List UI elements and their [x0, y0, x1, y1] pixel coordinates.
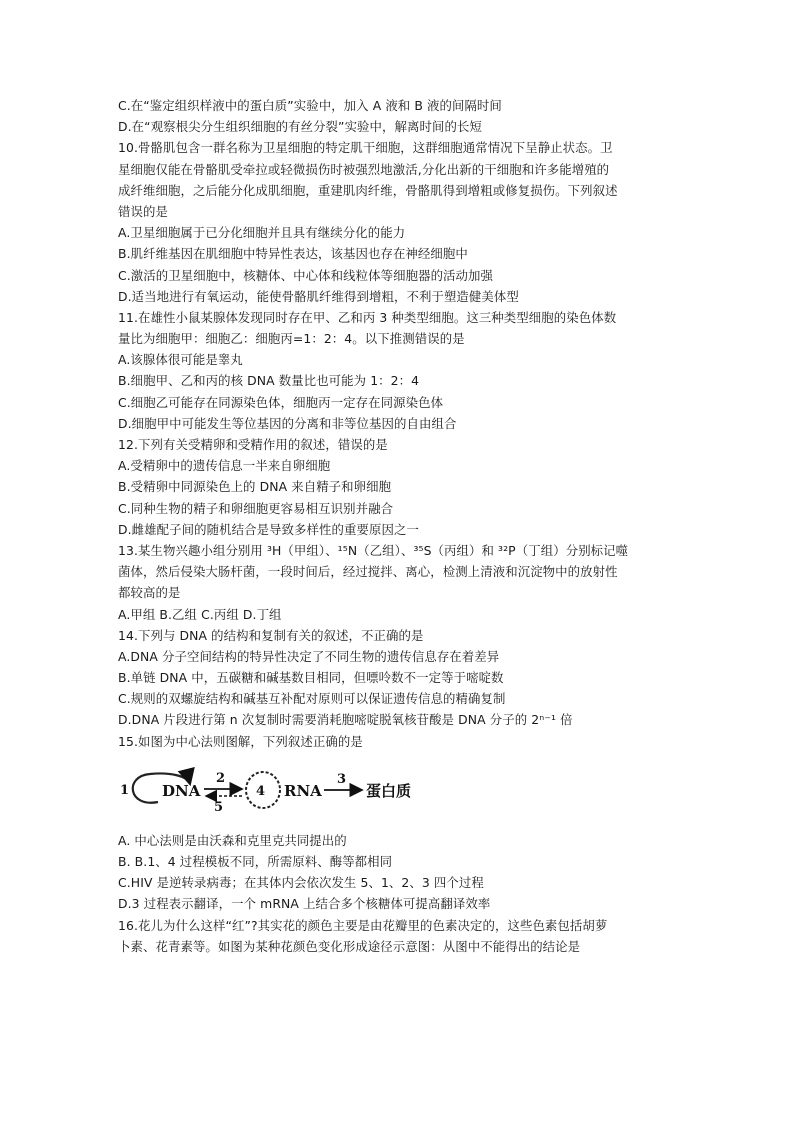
question-13-stem: 13.某生物兴趣小组分别用 ³H（甲组）、¹⁵N（乙组）、³⁵S（丙组）和 ³²P（丁组）分别标记噬: [118, 542, 629, 558]
question-15-stem: 15.如图为中心法则图解，下列叙述正确的是: [118, 733, 363, 749]
process-3-label: 3: [337, 771, 347, 787]
option-d: D.DNA 片段进行第 n 次复制时需要消耗胞嘧啶脱氧核苷酸是 DNA 分子的 2ⁿ⁻¹ 倍: [118, 712, 573, 728]
option-a: A.DNA 分子空间结构的特异性决定了不同生物的遗传信息存在着差异: [118, 648, 500, 664]
process-1-label: 1: [120, 782, 130, 798]
central-dogma-diagram: [118, 758, 418, 820]
question-12-stem: 12.下列有关受精卵和受精作用的叙述，错误的是: [118, 437, 388, 452]
text-line: 卜素、花青素等。如图为某种花颜色变化形成途径示意图：从图中不能得出的结论是: [118, 938, 581, 954]
protein-label: 蛋白质: [366, 781, 412, 800]
option-c: C.HIV 是逆转录病毒；在其体内会依次发生 5、1、2、3 四个过程: [118, 875, 484, 891]
option-b: B. B.1、4 过程模板不同，所需原料、酶等都相同: [118, 854, 393, 869]
text-line: 都较高的是: [118, 585, 181, 601]
document-page: [118, 95, 678, 957]
question-11-stem: 11.在雄性小鼠某腺体发现同时存在甲、乙和丙 3 种类型细胞。这三种类型细胞的染色体数: [118, 309, 617, 325]
option-a: A.受精卵中的遗传信息一半来自卵细胞: [118, 458, 331, 474]
text-block-top: [118, 95, 678, 752]
option-c: C.同种生物的精子和卵细胞更容易相互识别并融合: [118, 500, 394, 516]
option-d: D.3 过程表示翻译，一个 mRNA 上结合多个核糖体可提高翻译效率: [118, 896, 491, 912]
question-13-options: A.甲组 B.乙组 C.丙组 D.丁组: [118, 606, 282, 622]
text-line: D.在“观察根尖分生组织细胞的有丝分裂”实验中，解离时间的长短: [118, 119, 482, 135]
text-line: 量比为细胞甲：细胞乙：细胞丙=1：2：4。以下推测错误的是: [118, 331, 465, 347]
text-line: 菌体，然后侵染大肠杆菌，一段时间后，经过搅拌、离心，检测上清液和沉淀物中的放射性: [118, 564, 618, 580]
option-a: A.该腺体很可能是睾丸: [118, 352, 243, 368]
rna-label: RNA: [284, 781, 322, 800]
question-16-stem: 16.花儿为什么这样“红”?其实花的颜色主要是由花瓣里的色素决定的，这些色素包括胡萝: [118, 917, 608, 933]
option-c: C.规则的双螺旋结构和碱基互补配对原则可以保证遗传信息的精确复制: [118, 691, 506, 707]
option-c: C.细胞乙可能存在同源染色体，细胞丙一定存在同源染色体: [118, 394, 444, 410]
text-line: 错误的是: [118, 203, 168, 219]
process-5-label: 5: [214, 799, 224, 815]
dna-label: DNA: [162, 781, 201, 800]
text-block-bottom: [118, 830, 678, 957]
central-dogma-figure: [118, 758, 418, 820]
question-14-stem: 14.下列与 DNA 的结构和复制有关的叙述，不正确的是: [118, 627, 424, 643]
option-d: D.雌雄配子间的随机结合是导致多样性的重要原因之一: [118, 521, 419, 537]
option-b: B.细胞甲、乙和丙的核 DNA 数量比也可能为 1：2：4: [118, 373, 420, 389]
option-d: D.适当地进行有氧运动，能使骨骼肌纤维得到增粗，不利于塑造健美体型: [118, 288, 519, 304]
option-d: D.细胞甲中可能发生等位基因的分离和非等位基因的自由组合: [118, 415, 457, 431]
text-line: C.在“鉴定组织样液中的蛋白质”实验中，加入 A 液和 B 液的间隔时间: [118, 98, 502, 113]
option-b: B.肌纤维基因在肌细胞中特异性表达，该基因也存在神经细胞中: [118, 246, 468, 262]
process-2-label: 2: [216, 770, 226, 786]
question-10-stem: 10.骨骼肌包含一群名称为卫星细胞的特定肌干细胞，这群细胞通常情况下呈静止状态。卫: [118, 140, 613, 156]
text-line: 星细胞仅能在骨骼肌受牵拉或轻微损伤时被强烈地激活,分化出新的干细胞和许多能增殖的: [118, 161, 610, 177]
option-a: A.卫星细胞属于已分化细胞并且具有继续分化的能力: [118, 225, 406, 241]
option-b: B.单链 DNA 中，五碳糖和碱基数目相同，但嘌呤数不一定等于嘧啶数: [118, 670, 504, 686]
option-a: A. 中心法则是由沃森和克里克共同提出的: [118, 832, 347, 848]
option-c: C.激活的卫星细胞中，核糖体、中心体和线粒体等细胞器的活动加强: [118, 267, 494, 283]
process-4-label: 4: [256, 783, 266, 799]
option-b: B.受精卵中同源染色上的 DNA 来自精子和卵细胞: [118, 479, 392, 495]
text-line: 成纤维细胞，之后能分化成肌细胞，重建肌肉纤维，骨骼肌得到增粗或修复损伤。下列叙述: [118, 182, 618, 198]
